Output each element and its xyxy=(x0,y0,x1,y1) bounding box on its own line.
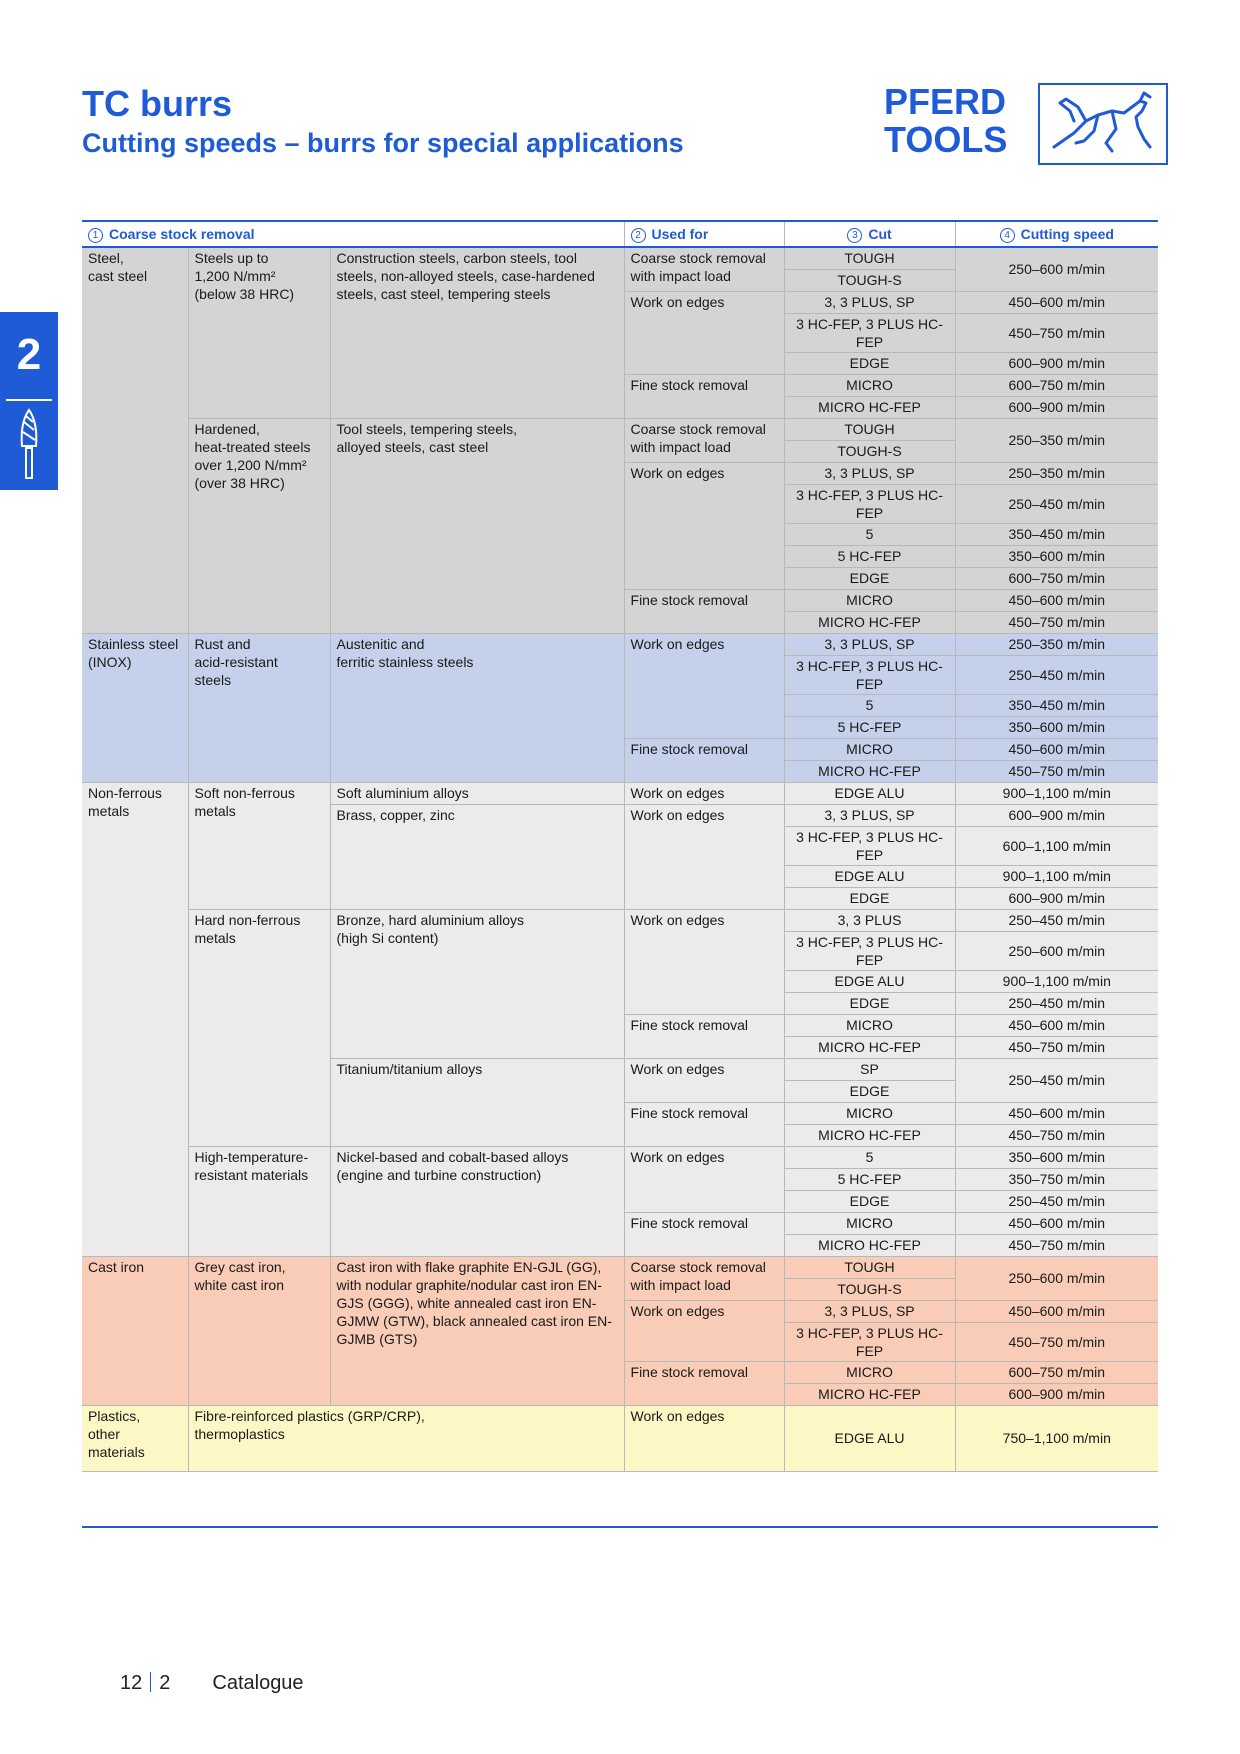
cut-cell: 5 HC-FEP xyxy=(784,1168,955,1190)
use-cell: Work on edges xyxy=(624,1146,784,1212)
header-cutting-speed xyxy=(955,221,1158,247)
speed-cell: 350–600 m/min xyxy=(955,545,1158,567)
speed-cell: 250–600 m/min xyxy=(955,247,1158,291)
cut-cell: TOUGH-S xyxy=(784,269,955,291)
header-label: Used for xyxy=(651,226,709,242)
use-cell: Coarse stock removal with impact load xyxy=(624,247,784,291)
table-header-row xyxy=(82,221,1158,247)
cut-cell: 3 HC-FEP, 3 PLUS HC-FEP xyxy=(784,1322,955,1361)
header-number-badge: 2 xyxy=(631,228,646,243)
speed-cell: 600–750 m/min xyxy=(955,374,1158,396)
table-row xyxy=(82,1146,1158,1168)
cut-cell: 5 xyxy=(784,523,955,545)
cut-cell: MICRO HC-FEP xyxy=(784,1036,955,1058)
use-cell: Fine stock removal xyxy=(624,738,784,782)
speed-cell: 450–750 m/min xyxy=(955,1036,1158,1058)
speed-cell: 450–600 m/min xyxy=(955,589,1158,611)
speed-cell: 250–450 m/min xyxy=(955,992,1158,1014)
header-label: Coarse stock removal xyxy=(109,226,255,242)
use-cell: Fine stock removal xyxy=(624,1361,784,1405)
logo-line-1: PFERD xyxy=(884,81,1007,122)
cut-cell: 5 xyxy=(784,694,955,716)
cut-cell: EDGE xyxy=(784,352,955,374)
material-subgroup: Soft non-ferrous metals xyxy=(188,782,330,909)
burr-tool-icon xyxy=(18,408,40,480)
cut-cell: TOUGH xyxy=(784,418,955,440)
use-cell: Fine stock removal xyxy=(624,589,784,633)
cut-cell: 3, 3 PLUS, SP xyxy=(784,1300,955,1322)
speed-cell: 350–600 m/min xyxy=(955,716,1158,738)
speed-cell: 600–750 m/min xyxy=(955,1361,1158,1383)
header-number-badge: 3 xyxy=(847,228,862,243)
speed-cell: 900–1,100 m/min xyxy=(955,970,1158,992)
cut-cell: 5 HC-FEP xyxy=(784,545,955,567)
chapter-number-footer: 2 xyxy=(159,1672,171,1694)
catalogue-label: Catalogue xyxy=(212,1672,304,1694)
material-group: Plastics, other materials xyxy=(82,1405,188,1471)
cut-cell: EDGE ALU xyxy=(784,782,955,804)
material-subgroup: Rust and acid-resistant steels xyxy=(188,633,330,782)
cut-cell: 3 HC-FEP, 3 PLUS HC-FEP xyxy=(784,484,955,523)
page-title: TC burrs xyxy=(82,83,233,124)
cut-cell: SP xyxy=(784,1058,955,1080)
speed-cell: 600–1,100 m/min xyxy=(955,826,1158,865)
use-cell: Work on edges xyxy=(624,291,784,374)
cut-cell: MICRO xyxy=(784,1102,955,1124)
speed-cell: 350–750 m/min xyxy=(955,1168,1158,1190)
pferd-tools-logo xyxy=(884,83,1170,167)
speed-cell: 900–1,100 m/min xyxy=(955,865,1158,887)
logo-line-2: TOOLS xyxy=(884,119,1008,160)
speed-cell: 450–600 m/min xyxy=(955,738,1158,760)
material-subgroup: Hard non-ferrous metals xyxy=(188,909,330,1146)
speed-cell: 600–900 m/min xyxy=(955,887,1158,909)
cut-cell: EDGE xyxy=(784,887,955,909)
speed-cell: 350–600 m/min xyxy=(955,1146,1158,1168)
cut-cell: MICRO xyxy=(784,1212,955,1234)
cutting-speeds-table xyxy=(82,220,1158,1472)
use-cell: Work on edges xyxy=(624,1405,784,1471)
header-cut xyxy=(784,221,955,247)
cut-cell: 3, 3 PLUS, SP xyxy=(784,462,955,484)
use-cell: Work on edges xyxy=(624,1058,784,1102)
speed-cell: 450–750 m/min xyxy=(955,1234,1158,1256)
material-subgroup: High-temperature- resistant materials xyxy=(188,1146,330,1256)
speed-cell: 250–450 m/min xyxy=(955,909,1158,931)
cut-cell: 3, 3 PLUS xyxy=(784,909,955,931)
speed-cell: 750–1,100 m/min xyxy=(955,1405,1158,1471)
cut-cell: MICRO xyxy=(784,1361,955,1383)
material-description: Titanium/titanium alloys xyxy=(330,1058,624,1146)
page-subtitle: Cutting speeds – burrs for special applications xyxy=(82,128,684,158)
material-description: Austenitic and ferritic stainless steels xyxy=(330,633,624,782)
footer-separator xyxy=(150,1672,151,1692)
bottom-divider xyxy=(82,1526,1158,1528)
cut-cell: EDGE xyxy=(784,992,955,1014)
speed-cell: 250–350 m/min xyxy=(955,633,1158,655)
chapter-tab-divider xyxy=(6,399,52,401)
speed-cell: 250–450 m/min xyxy=(955,655,1158,694)
header-coarse-stock-removal xyxy=(82,221,624,247)
cut-cell: EDGE xyxy=(784,1190,955,1212)
horse-logo-icon xyxy=(1038,83,1168,165)
use-cell: Work on edges xyxy=(624,633,784,738)
cut-cell: MICRO xyxy=(784,589,955,611)
cut-cell: 3, 3 PLUS, SP xyxy=(784,291,955,313)
cut-cell: MICRO HC-FEP xyxy=(784,760,955,782)
speed-cell: 450–600 m/min xyxy=(955,1102,1158,1124)
speed-cell: 250–350 m/min xyxy=(955,462,1158,484)
cut-cell: EDGE ALU xyxy=(784,865,955,887)
cut-cell: 5 HC-FEP xyxy=(784,716,955,738)
cut-cell: MICRO xyxy=(784,738,955,760)
speed-cell: 250–600 m/min xyxy=(955,931,1158,970)
cut-cell: 3 HC-FEP, 3 PLUS HC-FEP xyxy=(784,313,955,352)
material-description: Brass, copper, zinc xyxy=(330,804,624,909)
use-cell: Fine stock removal xyxy=(624,1014,784,1058)
material-group: Cast iron xyxy=(82,1256,188,1405)
use-cell: Work on edges xyxy=(624,909,784,1014)
cut-cell: TOUGH xyxy=(784,1256,955,1278)
material-description: Tool steels, tempering steels, alloyed steels, cast steel xyxy=(330,418,624,633)
speed-cell: 450–750 m/min xyxy=(955,1322,1158,1361)
material-subgroup: Grey cast iron, white cast iron xyxy=(188,1256,330,1405)
use-cell: Fine stock removal xyxy=(624,1212,784,1256)
table-row xyxy=(82,633,1158,655)
header-used-for xyxy=(624,221,784,247)
material-description: Nickel-based and cobalt-based alloys (engine and turbine construction) xyxy=(330,1146,624,1256)
table-row xyxy=(82,418,1158,440)
header-label: Cut xyxy=(868,226,892,242)
chapter-number: 2 xyxy=(16,330,42,379)
speed-cell: 600–900 m/min xyxy=(955,1383,1158,1405)
material-group: Steel, cast steel xyxy=(82,247,188,633)
use-cell: Fine stock removal xyxy=(624,374,784,418)
table-row xyxy=(82,909,1158,931)
header-label: Cutting speed xyxy=(1020,226,1114,242)
cut-cell: MICRO HC-FEP xyxy=(784,1124,955,1146)
cut-cell: EDGE ALU xyxy=(784,970,955,992)
cut-cell: MICRO HC-FEP xyxy=(784,396,955,418)
table-row xyxy=(82,1256,1158,1278)
speed-cell: 450–750 m/min xyxy=(955,1124,1158,1146)
cut-cell: TOUGH-S xyxy=(784,440,955,462)
speed-cell: 450–600 m/min xyxy=(955,291,1158,313)
material-description: Bronze, hard aluminium alloys (high Si content) xyxy=(330,909,624,1058)
header-number-badge: 1 xyxy=(88,228,103,243)
material-subgroup: Hardened, heat-treated steels over 1,200 N/mm² (over 38 HRC) xyxy=(188,418,330,633)
material-group: Stainless steel (INOX) xyxy=(82,633,188,782)
use-cell: Work on edges xyxy=(624,462,784,589)
speed-cell: 450–600 m/min xyxy=(955,1212,1158,1234)
speed-cell: 600–900 m/min xyxy=(955,352,1158,374)
cut-cell: 3, 3 PLUS, SP xyxy=(784,804,955,826)
cut-cell: MICRO HC-FEP xyxy=(784,1383,955,1405)
cut-cell: EDGE ALU xyxy=(784,1405,955,1471)
table-row xyxy=(82,247,1158,269)
use-cell: Fine stock removal xyxy=(624,1102,784,1146)
cut-cell: 3 HC-FEP, 3 PLUS HC-FEP xyxy=(784,655,955,694)
use-cell: Work on edges xyxy=(624,782,784,804)
speed-cell: 600–900 m/min xyxy=(955,396,1158,418)
speed-cell: 250–450 m/min xyxy=(955,484,1158,523)
material-description: Cast iron with flake graphite EN-GJL (GG), with nodular graphite/nodular cast iron EN-GJS (GGG), white annealed cast iron EN-GJMW (GTW), black annealed cast iron EN-GJMB (GTS) xyxy=(330,1256,624,1405)
speed-cell: 450–600 m/min xyxy=(955,1014,1158,1036)
chapter-tab xyxy=(0,312,58,490)
page-footer xyxy=(120,1672,304,1695)
speed-cell: 450–600 m/min xyxy=(955,1300,1158,1322)
material-description: Soft aluminium alloys xyxy=(330,782,624,804)
speed-cell: 900–1,100 m/min xyxy=(955,782,1158,804)
speed-cell: 450–750 m/min xyxy=(955,313,1158,352)
table-row xyxy=(82,782,1158,804)
cut-cell: MICRO xyxy=(784,1014,955,1036)
table-row xyxy=(82,1405,1158,1471)
cut-cell: 3 HC-FEP, 3 PLUS HC-FEP xyxy=(784,931,955,970)
speed-cell: 450–750 m/min xyxy=(955,760,1158,782)
cut-cell: 5 xyxy=(784,1146,955,1168)
speed-cell: 350–450 m/min xyxy=(955,694,1158,716)
speed-cell: 250–350 m/min xyxy=(955,418,1158,462)
use-cell: Coarse stock removal with impact load xyxy=(624,418,784,462)
material-subgroup: Fibre-reinforced plastics (GRP/CRP), thermoplastics xyxy=(188,1405,624,1471)
cut-cell: TOUGH-S xyxy=(784,1278,955,1300)
material-subgroup: Steels up to 1,200 N/mm² (below 38 HRC) xyxy=(188,247,330,418)
logo-wordmark xyxy=(884,83,1007,159)
cut-cell: TOUGH xyxy=(784,247,955,269)
speed-cell: 600–750 m/min xyxy=(955,567,1158,589)
header-number-badge: 4 xyxy=(1000,228,1015,243)
cut-cell: MICRO xyxy=(784,374,955,396)
speed-cell: 350–450 m/min xyxy=(955,523,1158,545)
cut-cell: 3, 3 PLUS, SP xyxy=(784,633,955,655)
use-cell: Coarse stock removal with impact load xyxy=(624,1256,784,1300)
cut-cell: 3 HC-FEP, 3 PLUS HC-FEP xyxy=(784,826,955,865)
speed-cell: 600–900 m/min xyxy=(955,804,1158,826)
cut-cell: EDGE xyxy=(784,567,955,589)
page-number: 12 xyxy=(120,1672,143,1694)
use-cell: Work on edges xyxy=(624,804,784,909)
material-description: Construction steels, carbon steels, tool steels, non-alloyed steels, case-hardened steels, cast steel, tempering steels xyxy=(330,247,624,418)
cut-cell: EDGE xyxy=(784,1080,955,1102)
speed-cell: 450–750 m/min xyxy=(955,611,1158,633)
cut-cell: MICRO HC-FEP xyxy=(784,611,955,633)
cut-cell: MICRO HC-FEP xyxy=(784,1234,955,1256)
speed-cell: 250–450 m/min xyxy=(955,1058,1158,1102)
material-group: Non-ferrous metals xyxy=(82,782,188,1256)
use-cell: Work on edges xyxy=(624,1300,784,1361)
speed-cell: 250–600 m/min xyxy=(955,1256,1158,1300)
speed-cell: 250–450 m/min xyxy=(955,1190,1158,1212)
